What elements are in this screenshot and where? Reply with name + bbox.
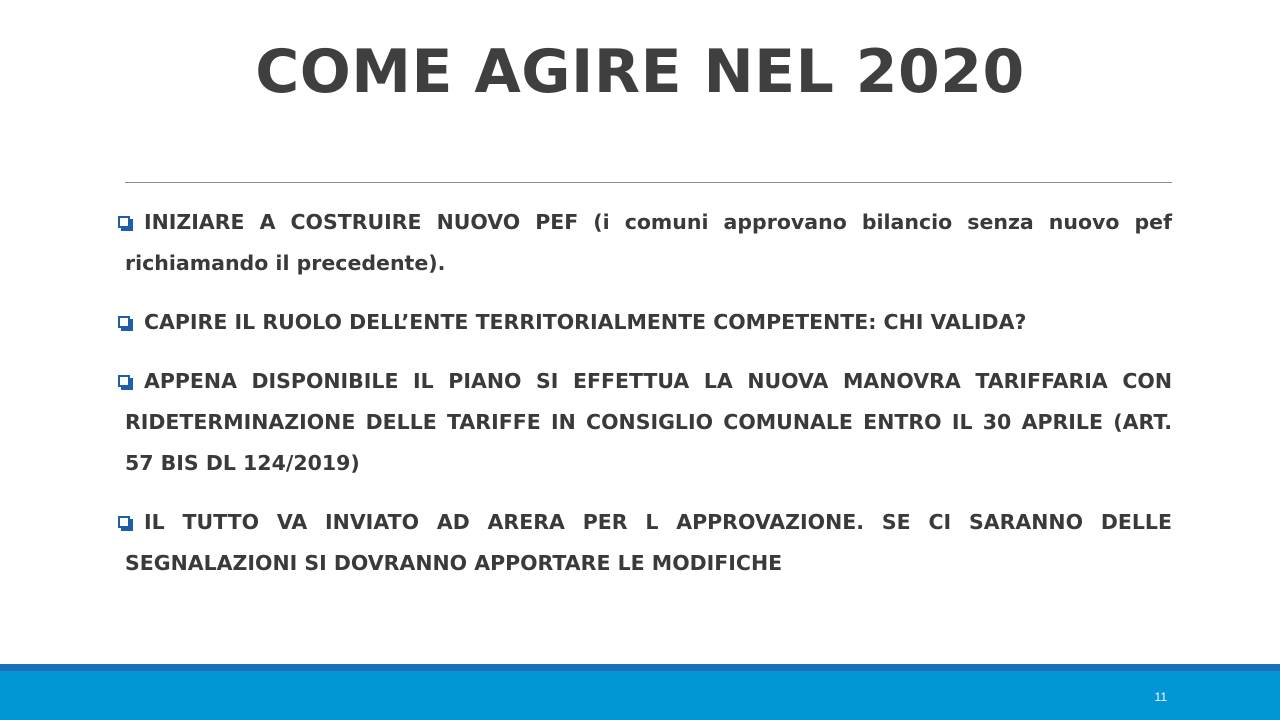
footer-accent-line	[0, 664, 1280, 671]
title-divider	[125, 182, 1172, 183]
slide-title: COME AGIRE NEL 2020	[255, 37, 1025, 107]
hollow-square-bullet-icon	[118, 516, 130, 528]
footer-bar	[0, 671, 1280, 720]
bullet-text: INIZIARE A COSTRUIRE NUOVO PEF (i comuni approvano bilancio senza nuovo pef richiamando il precedente).	[125, 210, 1172, 275]
bullet-item	[125, 502, 1172, 584]
hollow-square-bullet-icon	[118, 216, 130, 228]
bullet-text: CAPIRE IL RUOLO DELL’ENTE TERRITORIALMENTE COMPETENTE: CHI VALIDA?	[144, 310, 1027, 334]
bullet-item	[125, 202, 1172, 284]
bullet-item	[125, 302, 1172, 343]
bullet-item	[125, 361, 1172, 484]
hollow-square-bullet-icon	[118, 316, 130, 328]
page-number: 11	[1154, 690, 1167, 704]
bullet-text: IL TUTTO VA INVIATO AD ARERA PER L APPROVAZIONE. SE CI SARANNO DELLE SEGNALAZIONI SI DOVRANNO APPORTARE LE MODIFICHE	[125, 510, 1172, 575]
hollow-square-bullet-icon	[118, 375, 130, 387]
bullet-text: APPENA DISPONIBILE IL PIANO SI EFFETTUA LA NUOVA MANOVRA TARIFFARIA CON RIDETERMINAZIONE DELLE TARIFFE IN CONSIGLIO COMUNALE ENTRO IL 30 APRILE (ART. 57 BIS DL 124/2019)	[125, 369, 1172, 475]
bullet-list	[125, 202, 1172, 602]
